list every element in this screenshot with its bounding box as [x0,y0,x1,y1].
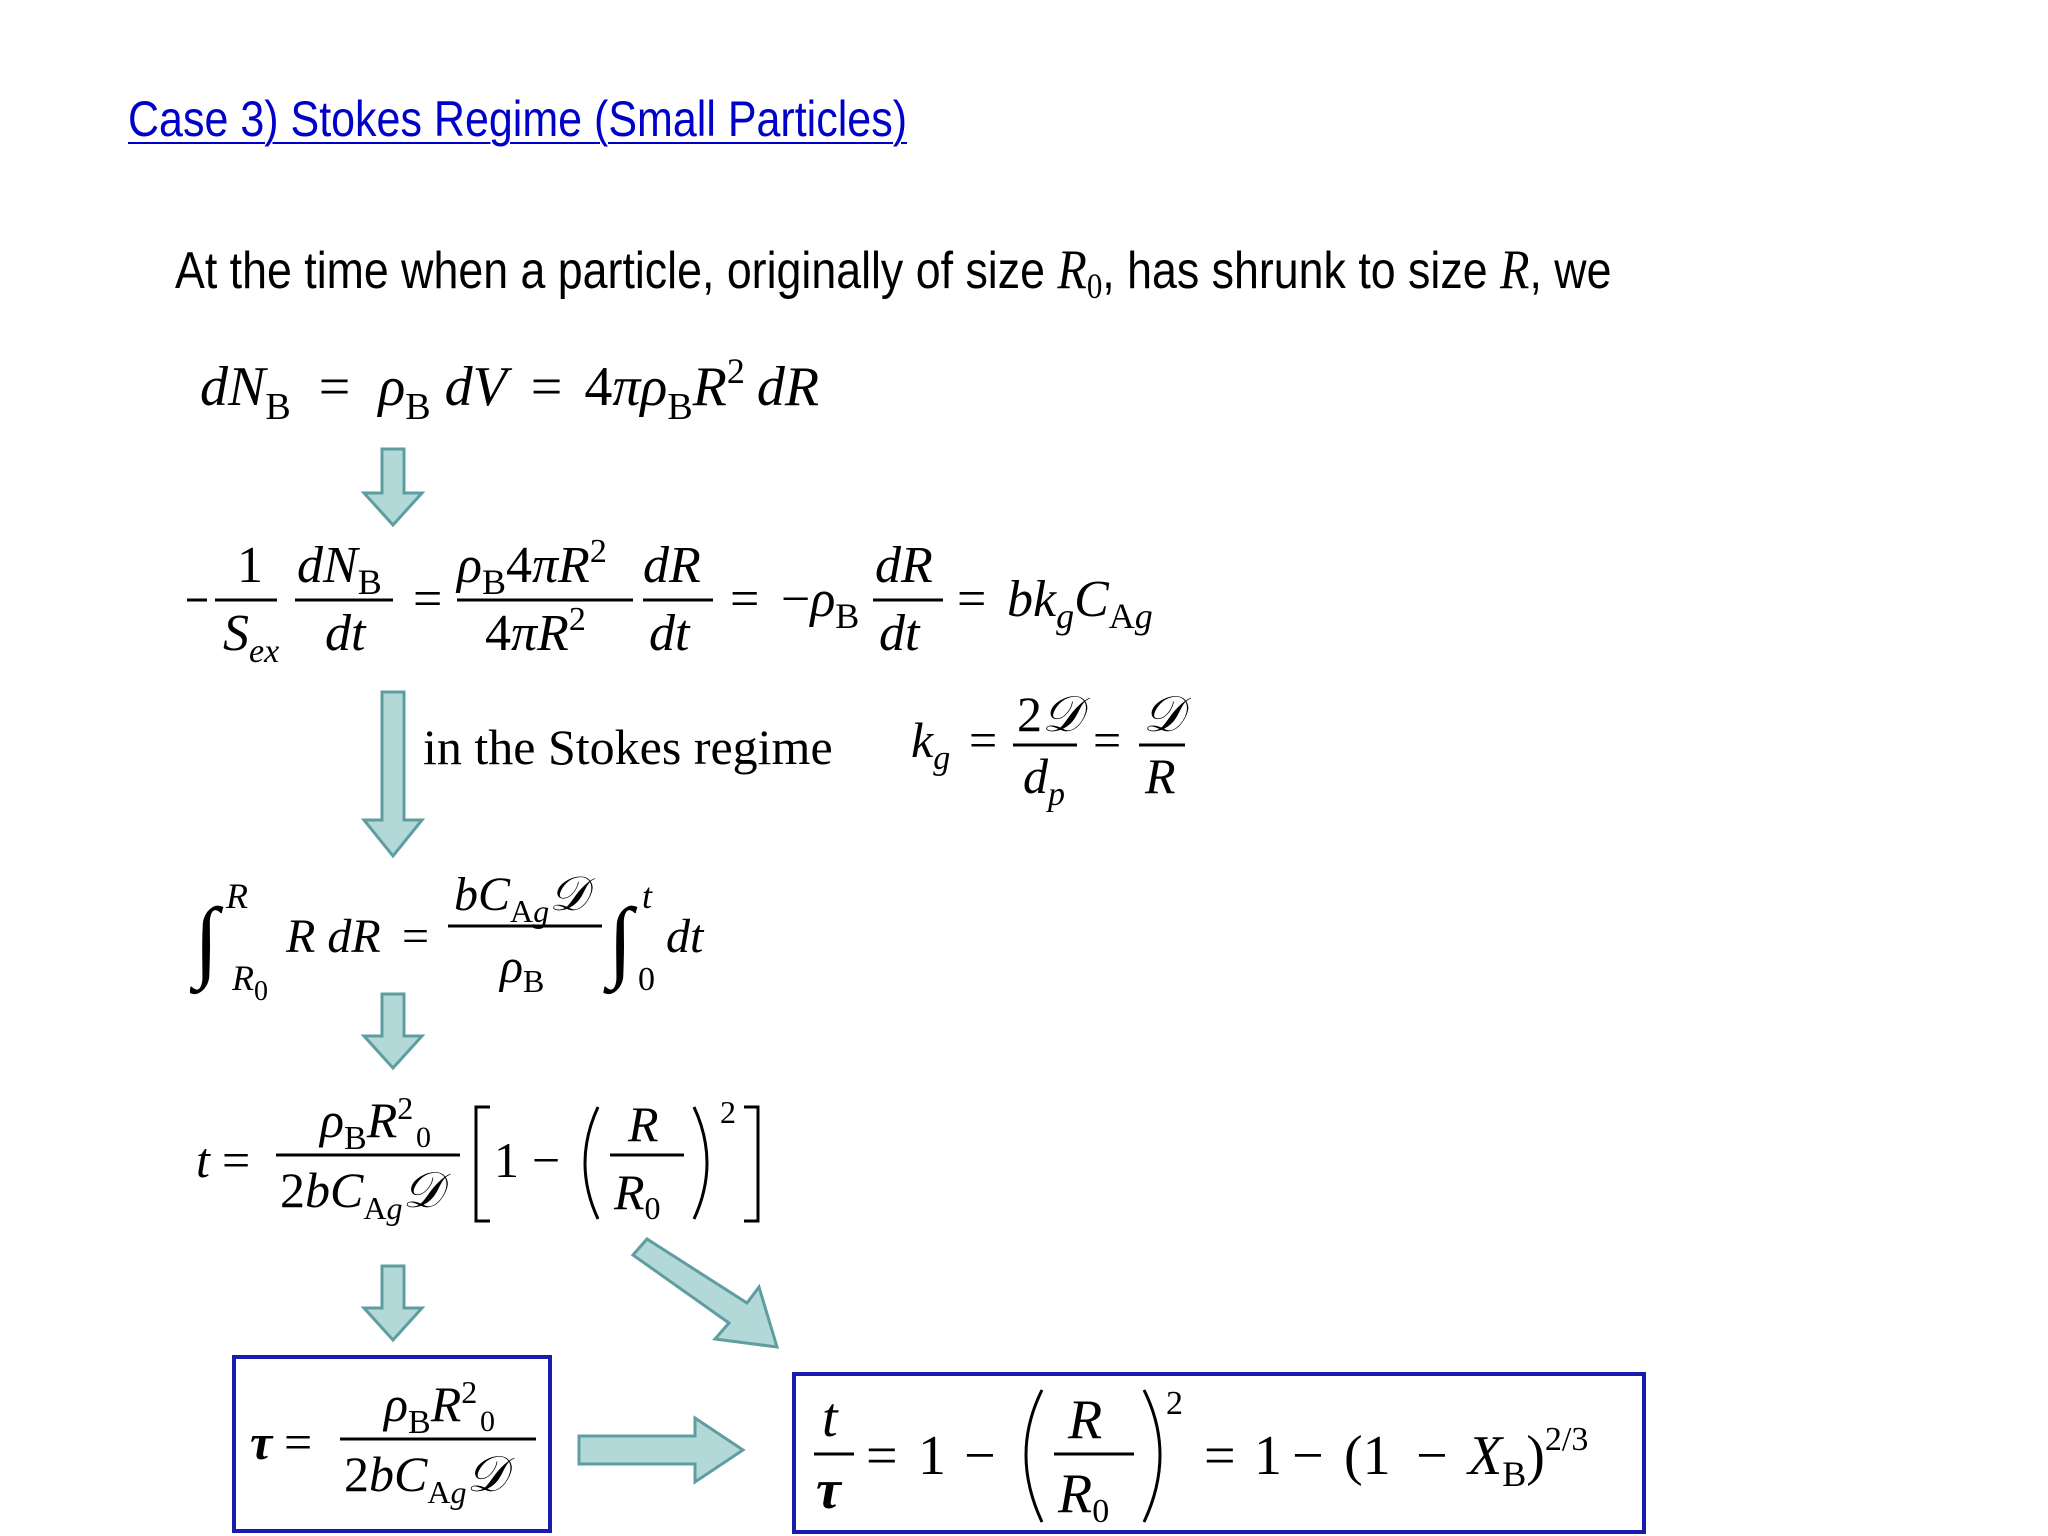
equation-integral [190,860,750,1020]
svg-text:dR: dR [643,537,701,594]
svg-text:R dR: R dR [286,910,381,963]
svg-text:dNB=ρBdV=4πρBR2dR: $dN_B = \rho_B$ dV = $4\pi\rho_BR^2$ dR [200,355,820,428]
svg-text:R: R [226,876,248,916]
svg-text:dp: $d_p$ [1023,748,1065,813]
svg-text:1: 1 [918,1425,946,1487]
tau-result-box [232,1355,552,1533]
svg-text:ρB: $\rho_B$ [500,940,545,999]
svg-text:4πR2: $4\pi R^2$ [485,601,586,662]
svg-text:bCAg𝒟: $bC_Ag𝒟$ [454,868,588,929]
intro-r: R [1500,239,1530,301]
svg-text:R: R [628,1096,659,1152]
stokes-regime-note: in the Stokes regime [423,719,833,775]
intro-r0: $R_0$ [1057,239,1103,306]
svg-text:τ: τ [816,1459,841,1521]
svg-text:0: 0 [480,1405,495,1438]
svg-text:−: − [964,1425,996,1487]
svg-text:dt: dt [666,910,704,963]
down-arrow-2 [358,688,428,863]
intro-sentence [175,238,1611,307]
svg-text:t: t [642,876,653,916]
svg-text:kg: $k_g$ [911,712,951,777]
svg-text:R: R [1145,748,1176,804]
svg-text:𝒟: 𝒟 [1143,686,1183,742]
svg-text:0: 0 [416,1121,431,1154]
svg-text:=: = [1093,712,1122,768]
svg-text:2𝒟: 2𝒟 [1017,686,1082,742]
svg-text:=: = [957,571,987,628]
svg-text:R0: $R_0$ [232,958,268,1007]
svg-text:=: = [413,571,443,628]
svg-text:∫: ∫ [194,891,219,990]
intro-tail: , we [1529,242,1612,300]
svg-text:∫: ∫ [608,891,633,990]
svg-text:0: 0 [638,961,655,998]
equation-rate-expression [185,530,1195,680]
down-arrow-1 [358,445,428,530]
svg-text:dt: dt [879,605,920,662]
svg-text:2bCAg𝒟: $2bC_Ag𝒟$ [280,1162,443,1226]
svg-text:=: = [730,571,760,628]
intro-middle: , has shrunk to size [1102,242,1501,300]
svg-text:dt: dt [649,605,690,662]
equation-mass-transfer-coefficient [905,685,1205,825]
svg-text:−ρB: $-\rho_B$ [781,571,860,636]
svg-text:1: 1 [1254,1425,1282,1487]
section-heading[interactable]: Case 3) Stokes Regime (Small Particles) [128,91,908,147]
svg-text:R0: $R_0$ [614,1164,661,1226]
svg-text:ρBR2: $\rho_BR^2$ [320,1090,414,1157]
svg-text:R0: R0 [1058,1463,1110,1530]
equation-complete-conversion-time [236,1359,548,1529]
svg-text:=: = [402,910,430,963]
svg-text:−: − [1416,1425,1448,1487]
svg-text:Sex: $S_{ex}$ [223,605,280,670]
equation-time [190,1085,790,1245]
svg-text:=: = [866,1425,898,1487]
down-arrow-3 [358,990,428,1075]
svg-text:τ: τ [250,1414,273,1470]
intro-lead: At the time when a particle, originally of size [175,242,1058,300]
svg-text:1: 1 [494,1132,519,1188]
svg-text:XB)2/3: $X_B)^{2/3}$ [1468,1421,1589,1494]
svg-text:dR: dR [875,537,933,594]
svg-text:2: 2 [1166,1385,1183,1422]
equation-conversion-time-relation [796,1376,1642,1530]
diagonal-arrow [625,1235,795,1355]
conversion-result-box [792,1372,1646,1534]
svg-text:=: = [1204,1425,1236,1487]
svg-text:(1: (1 [1344,1425,1391,1487]
svg-text:dNB: $dN_B$ [297,537,382,602]
svg-text:−: − [1292,1425,1324,1487]
svg-text:−: − [532,1132,561,1188]
svg-text:=: = [969,712,998,768]
svg-text:dt: dt [325,605,366,662]
svg-text:=: = [222,1132,251,1188]
down-arrow-4 [358,1262,428,1347]
svg-text:2: 2 [720,1094,736,1130]
svg-text:bkgCAg: $bk_gC_Ag$ [1007,571,1153,636]
svg-text:t: t [196,1132,210,1188]
svg-text:=: = [284,1414,313,1470]
svg-text:2bCAg𝒟: $2bC_Ag𝒟$ [344,1446,507,1510]
svg-text:R: R [1068,1389,1103,1451]
svg-text:t: t [822,1387,838,1449]
right-arrow [575,1410,755,1490]
equation-mole-balance [190,355,910,445]
svg-text:1: 1 [237,537,263,594]
svg-text:ρB4πR2: $\rho_B4\pi R^2$ [457,533,607,602]
svg-text:ρBR2: $\rho_BR^2$ [384,1374,478,1441]
